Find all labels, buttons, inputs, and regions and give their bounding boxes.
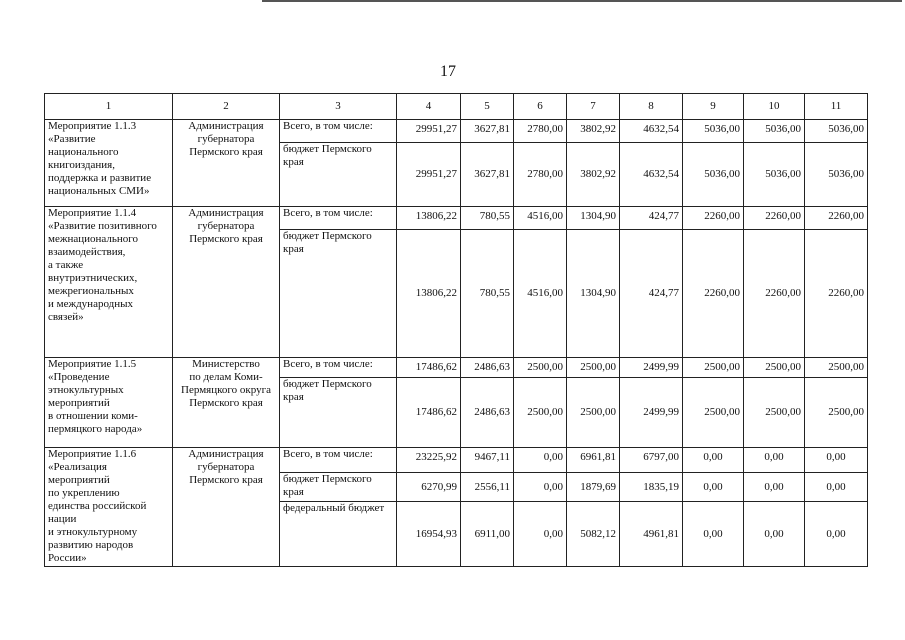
top-scan-rule [262, 0, 902, 2]
funding-source: бюджет Пермского края [280, 143, 397, 207]
amount-cell: 1304,90 [567, 207, 620, 230]
amount-cell: 5036,00 [744, 120, 805, 143]
amount-cell: 0,00 [805, 448, 868, 473]
amount-cell: 2500,00 [567, 378, 620, 448]
amount-cell: 2500,00 [683, 378, 744, 448]
funding-source: Всего, в том числе: [280, 448, 397, 473]
amount-cell: 3627,81 [461, 120, 514, 143]
amount-cell: 0,00 [744, 448, 805, 473]
funding-source: Всего, в том числе: [280, 358, 397, 378]
amount-cell: 5036,00 [683, 120, 744, 143]
amount-cell: 424,77 [620, 207, 683, 230]
activity-name: Мероприятие 1.1.5 «Проведение этнокультурных мероприятий в отношении коми- пермяцкого народа» [45, 358, 173, 448]
amount-cell: 2260,00 [805, 207, 868, 230]
amount-cell: 9467,11 [461, 448, 514, 473]
table-row [45, 120, 868, 143]
amount-cell: 1879,69 [567, 473, 620, 502]
amount-cell: 5036,00 [805, 120, 868, 143]
amount-cell: 780,55 [461, 207, 514, 230]
amount-cell: 6911,00 [461, 502, 514, 567]
responsible-organization: Администрация губернатора Пермского края [173, 207, 280, 358]
amount-cell: 3802,92 [567, 120, 620, 143]
amount-cell: 2260,00 [744, 230, 805, 358]
activity-name: Мероприятие 1.1.6 «Реализация мероприятий по укреплению единства российской нации и этнокультурному развитию народов России» [45, 448, 173, 567]
amount-cell: 4516,00 [514, 207, 567, 230]
activity-name: Мероприятие 1.1.3 «Развитие национального книгоиздания, поддержка и развитие национальных СМИ» [45, 120, 173, 207]
amount-cell: 2500,00 [683, 358, 744, 378]
amount-cell: 2260,00 [744, 207, 805, 230]
table-row [45, 207, 868, 230]
amount-cell: 2486,63 [461, 358, 514, 378]
amount-cell: 1835,19 [620, 473, 683, 502]
column-header: 2 [173, 94, 280, 120]
amount-cell: 0,00 [683, 473, 744, 502]
table-row [45, 358, 868, 378]
amount-cell: 2260,00 [805, 230, 868, 358]
funding-source: бюджет Пермского края [280, 378, 397, 448]
amount-cell: 16954,93 [397, 502, 461, 567]
activity-name: Мероприятие 1.1.4 «Развитие позитивного межнационального взаимодействия, а также внутриэтнических, межрегиональных и международных связей» [45, 207, 173, 358]
amount-cell: 5082,12 [567, 502, 620, 567]
column-header: 8 [620, 94, 683, 120]
funding-source: федеральный бюджет [280, 502, 397, 567]
amount-cell: 29951,27 [397, 120, 461, 143]
amount-cell: 3627,81 [461, 143, 514, 207]
amount-cell: 0,00 [805, 473, 868, 502]
budget-table [44, 93, 868, 567]
amount-cell: 424,77 [620, 230, 683, 358]
amount-cell: 3802,92 [567, 143, 620, 207]
column-header: 5 [461, 94, 514, 120]
amount-cell: 5036,00 [744, 143, 805, 207]
amount-cell: 29951,27 [397, 143, 461, 207]
amount-cell: 5036,00 [805, 143, 868, 207]
column-header: 9 [683, 94, 744, 120]
amount-cell: 2500,00 [514, 358, 567, 378]
amount-cell: 2260,00 [683, 207, 744, 230]
amount-cell: 2500,00 [567, 358, 620, 378]
amount-cell: 13806,22 [397, 230, 461, 358]
funding-source: бюджет Пермского края [280, 230, 397, 358]
amount-cell: 6797,00 [620, 448, 683, 473]
amount-cell: 6961,81 [567, 448, 620, 473]
amount-cell: 2500,00 [744, 358, 805, 378]
column-header: 6 [514, 94, 567, 120]
table-header-row [45, 94, 868, 120]
amount-cell: 0,00 [683, 502, 744, 567]
amount-cell: 2499,99 [620, 378, 683, 448]
responsible-organization: Министерство по делам Коми- Пермяцкого округа Пермского края [173, 358, 280, 448]
page-number: 17 [440, 63, 456, 80]
column-header: 3 [280, 94, 397, 120]
amount-cell: 5036,00 [683, 143, 744, 207]
funding-source: Всего, в том числе: [280, 120, 397, 143]
amount-cell: 2780,00 [514, 120, 567, 143]
amount-cell: 0,00 [514, 502, 567, 567]
amount-cell: 4632,54 [620, 120, 683, 143]
funding-source: бюджет Пермского края [280, 473, 397, 502]
amount-cell: 13806,22 [397, 207, 461, 230]
column-header: 11 [805, 94, 868, 120]
amount-cell: 0,00 [683, 448, 744, 473]
column-header: 7 [567, 94, 620, 120]
amount-cell: 4516,00 [514, 230, 567, 358]
amount-cell: 2500,00 [805, 358, 868, 378]
amount-cell: 23225,92 [397, 448, 461, 473]
amount-cell: 6270,99 [397, 473, 461, 502]
funding-source: Всего, в том числе: [280, 207, 397, 230]
amount-cell: 4961,81 [620, 502, 683, 567]
amount-cell: 0,00 [744, 473, 805, 502]
column-header: 4 [397, 94, 461, 120]
amount-cell: 17486,62 [397, 358, 461, 378]
responsible-organization: Администрация губернатора Пермского края [173, 448, 280, 567]
amount-cell: 0,00 [744, 502, 805, 567]
responsible-organization: Администрация губернатора Пермского края [173, 120, 280, 207]
amount-cell: 0,00 [805, 502, 868, 567]
column-header: 1 [45, 94, 173, 120]
amount-cell: 2486,63 [461, 378, 514, 448]
amount-cell: 2500,00 [514, 378, 567, 448]
amount-cell: 2260,00 [683, 230, 744, 358]
amount-cell: 1304,90 [567, 230, 620, 358]
amount-cell: 2780,00 [514, 143, 567, 207]
amount-cell: 2556,11 [461, 473, 514, 502]
amount-cell: 2500,00 [744, 378, 805, 448]
amount-cell: 780,55 [461, 230, 514, 358]
table-row [45, 448, 868, 473]
amount-cell: 4632,54 [620, 143, 683, 207]
column-header: 10 [744, 94, 805, 120]
amount-cell: 0,00 [514, 473, 567, 502]
amount-cell: 17486,62 [397, 378, 461, 448]
amount-cell: 2500,00 [805, 378, 868, 448]
amount-cell: 0,00 [514, 448, 567, 473]
amount-cell: 2499,99 [620, 358, 683, 378]
